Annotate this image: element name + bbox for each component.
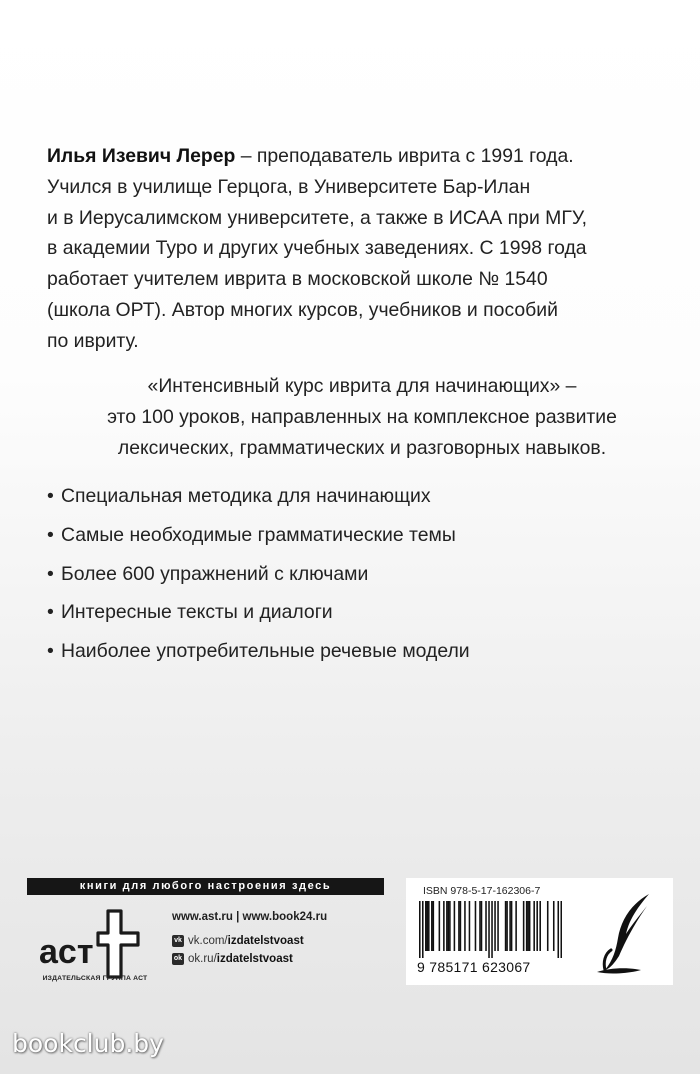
barcode-bar: [419, 901, 421, 958]
barcode-bar: [553, 901, 555, 951]
isbn-label: ISBN 978-5-17-162306-7: [423, 885, 541, 897]
barcode-bar: [449, 901, 451, 951]
feature-item: • Самые необходимые грамматические темы: [47, 516, 470, 555]
barcode-bar: [511, 901, 513, 951]
description-line-3: лексических, грамматических и разговорных навыков.: [117, 436, 607, 459]
bio-line-5: работает учителем иврита в московской школе № 1540: [47, 268, 548, 291]
barcode-bar: [454, 901, 456, 951]
watermark: bookclub.by: [12, 1029, 164, 1058]
description-line-1: «Интенсивный курс иврита для начинающих» –: [147, 375, 577, 397]
bullet-icon: •: [47, 523, 54, 546]
barcode-bar: [479, 901, 481, 951]
barcode-bar: [433, 901, 435, 951]
feature-item: • Специальная методика для начинающих: [47, 477, 470, 516]
barcode-bar: [425, 901, 427, 951]
barcode-bar: [431, 901, 433, 951]
logo-text: аст: [39, 933, 94, 971]
bio-line-6: (школа ОРТ). Автор многих курсов, учебников и пособий: [47, 298, 558, 321]
social-link-ok[interactable]: ok ok.ru/ izdatelstvoast: [173, 953, 293, 965]
barcode-bar: [526, 901, 528, 951]
barcode-bar: [448, 901, 450, 951]
feature-item: • Наиболее употребительные речевые модели: [47, 632, 470, 671]
barcode-bar: [464, 901, 466, 951]
tagline-bar: книги для любого настроения здесь: [27, 878, 384, 895]
course-description: [47, 371, 677, 463]
barcode-bar: [428, 901, 430, 951]
bullet-icon: •: [47, 640, 54, 663]
description-line-2: это 100 уроков, направленных на комплексное развитие: [107, 405, 617, 428]
barcode-bar: [443, 901, 445, 951]
barcode-bar: [557, 901, 559, 958]
barcode-bar: [458, 901, 460, 951]
bullet-icon: •: [47, 562, 54, 585]
feather-quill-icon: [591, 890, 659, 978]
barcode-bar: [515, 901, 517, 951]
barcode-bar: [494, 901, 496, 951]
feature-item: • Интересные тексты и диалоги: [47, 593, 470, 632]
barcode-bar: [539, 901, 541, 951]
barcode-bar: [536, 901, 538, 951]
bio-line-7: по ивриту.: [47, 329, 139, 352]
bio-line-2: Учился в училище Герцога, в Университете Бар-Илан: [47, 175, 531, 198]
barcode-bar: [488, 901, 490, 958]
barcode-bar: [475, 901, 477, 951]
barcode-bar: [460, 901, 462, 951]
publisher-links: [172, 911, 327, 968]
barcode-bar: [509, 901, 511, 951]
barcode-bar: [422, 901, 424, 958]
author-name: Илья Изевич Лерер: [47, 145, 236, 167]
feature-list: [47, 477, 470, 671]
barcode: [419, 901, 562, 958]
barcode-bar: [506, 901, 508, 951]
ok-icon: ok: [172, 953, 184, 965]
barcode-number: 9 785171 623067: [417, 959, 531, 975]
barcode-bar: [533, 901, 535, 951]
feature-item: • Более 600 упражнений с ключами: [47, 555, 470, 594]
barcode-bar: [446, 901, 448, 951]
vk-icon: vk: [172, 935, 184, 947]
website-links[interactable]: www.ast.ru | www.book24.ru: [172, 911, 328, 923]
barcode-bar: [523, 901, 525, 951]
barcode-bar: [491, 901, 493, 958]
publisher-caption: ИЗДАТЕЛЬСКАЯ ГРУППА АСТ: [42, 975, 148, 982]
social-link-vk[interactable]: vk vk.com/ izdatelstvoast: [172, 932, 327, 950]
isbn-block: [406, 878, 673, 985]
barcode-bar: [485, 901, 487, 951]
bullet-icon: •: [47, 485, 54, 507]
barcode-bar: [505, 901, 507, 951]
barcode-bar: [439, 901, 441, 951]
barcode-bar: [560, 901, 562, 958]
author-bio: [47, 141, 677, 357]
barcode-bar: [497, 901, 499, 951]
bullet-icon: •: [47, 601, 54, 624]
barcode-bar: [547, 901, 549, 951]
barcode-bar: [469, 901, 471, 951]
barcode-bar: [527, 901, 529, 951]
barcode-bar: [427, 901, 429, 951]
bio-line-1: Илья Изевич Лерер – преподаватель иврита с 1991 года.: [47, 145, 574, 167]
barcode-bar: [529, 901, 531, 951]
bio-line-4: в академии Туро и других учебных заведениях. С 1998 года: [47, 237, 587, 260]
barcode-bar: [481, 901, 483, 951]
bio-line-3: и в Иерусалимском университете, а также в ИСАА при МГУ,: [47, 206, 587, 229]
